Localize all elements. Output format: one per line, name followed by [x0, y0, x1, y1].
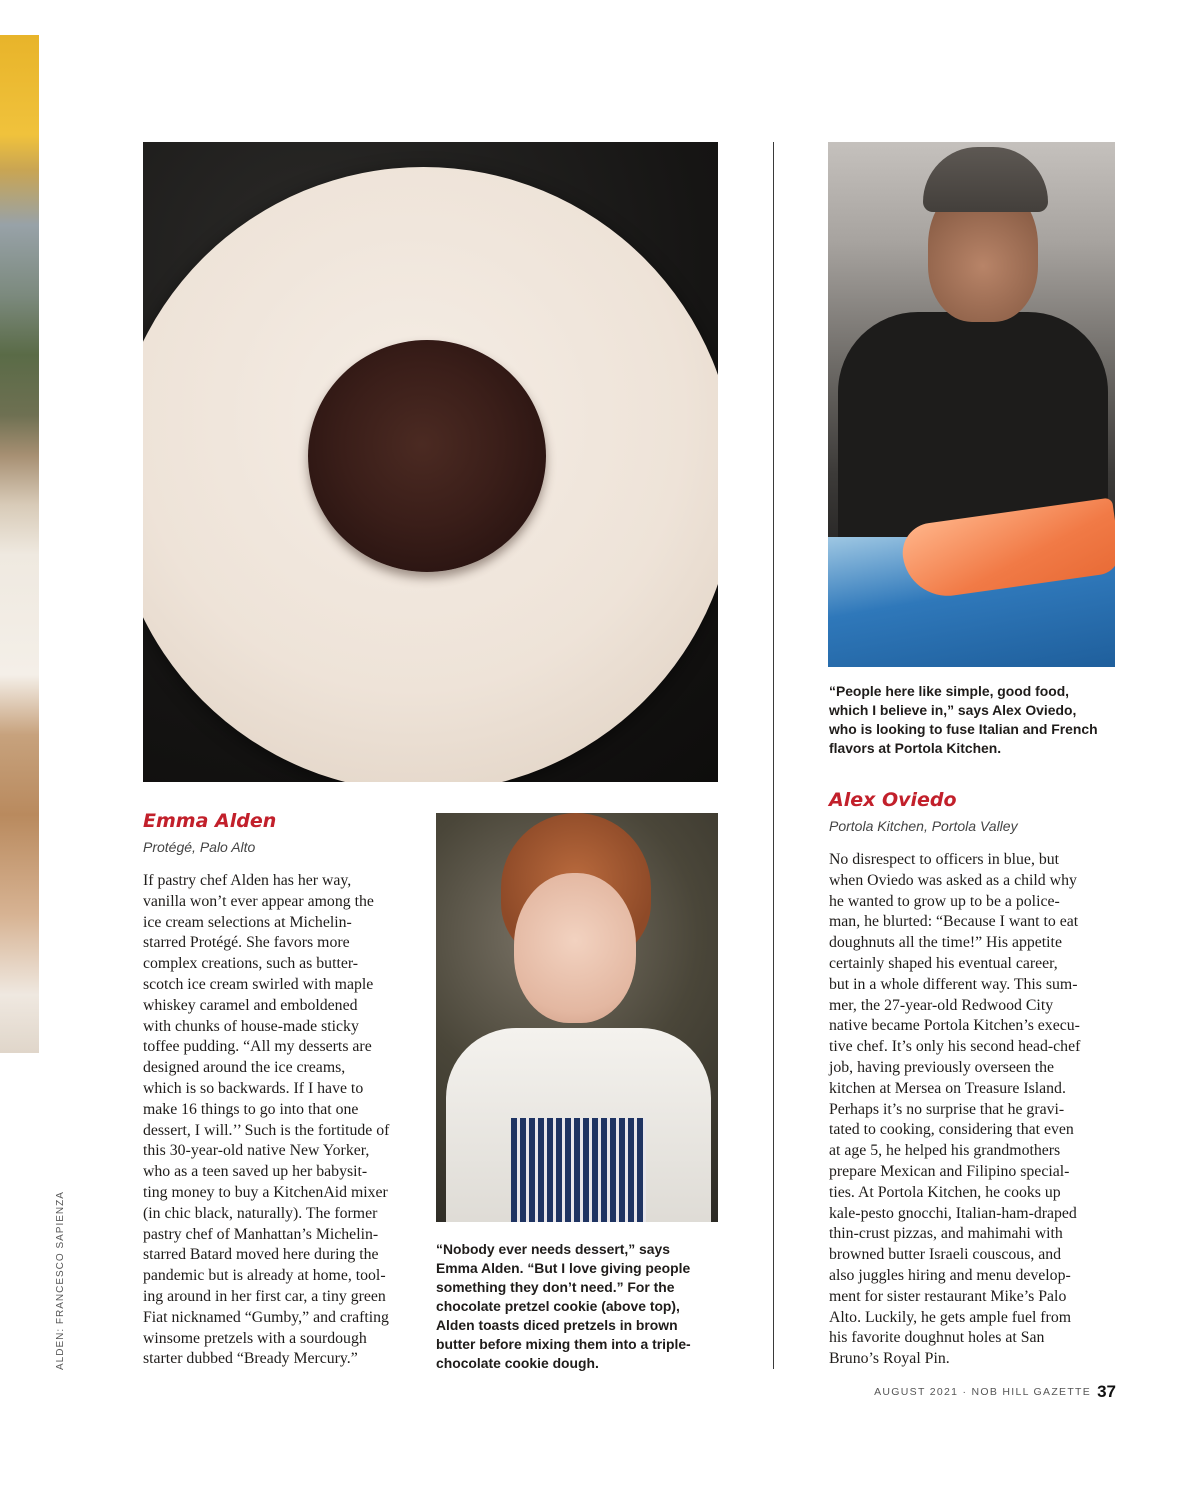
edge-photo: [0, 35, 39, 1053]
photo-credit: ALDEN: FRANCESCO SAPIENZA: [55, 1191, 66, 1370]
body-line: at age 5, he helped his grandmothers: [829, 1142, 1061, 1160]
body-line: ties. At Portola Kitchen, he cooks up: [829, 1183, 1061, 1201]
caption-line: chocolate cookie dough.: [436, 1355, 599, 1371]
body-line: when Oviedo was asked as a child why: [829, 871, 1077, 889]
alex-name: Alex Oviedo: [829, 789, 957, 811]
body-line: thin-crust pizzas, and mahimahi with: [829, 1225, 1063, 1243]
body-line: doughnuts all the time!” His appetite: [829, 934, 1062, 952]
body-line: this 30-year-old native New Yorker,: [143, 1142, 370, 1160]
emma-photo-caption: [436, 1240, 726, 1373]
body-line: dessert, I will.’’ Such is the fortitude of: [143, 1121, 390, 1139]
body-line: with chunks of house-made sticky: [143, 1017, 359, 1035]
body-line: make 16 things to go into that one: [143, 1100, 359, 1118]
chocolate-cookie-image: [308, 340, 546, 572]
body-line: man, he blurted: “Because I want to eat: [829, 913, 1079, 931]
footer-text: AUGUST 2021 · NOB HILL GAZETTE: [874, 1386, 1092, 1398]
body-line: prepare Mexican and Filipino special-: [829, 1162, 1070, 1180]
body-line: his favorite doughnut holes at San: [829, 1329, 1045, 1347]
caption-line: which I believe in,” says Alex Oviedo,: [829, 702, 1077, 718]
body-line: certainly shaped his eventual career,: [829, 954, 1058, 972]
body-line: who as a teen saved up her babysit-: [143, 1163, 368, 1181]
body-line: browned butter Israeli couscous, and: [829, 1246, 1062, 1264]
chef-beanie-image: [923, 147, 1048, 212]
body-line: pandemic but is already at home, tool-: [143, 1267, 386, 1285]
page-footer: [860, 1380, 1116, 1404]
body-line: Bruno’s Royal Pin.: [829, 1350, 950, 1368]
body-line: winsome pretzels with a sourdough: [143, 1329, 367, 1347]
body-line: also juggles hiring and menu develop-: [829, 1266, 1071, 1284]
caption-line: flavors at Portola Kitchen.: [829, 740, 1002, 756]
body-line: toffee pudding. “All my desserts are: [143, 1038, 372, 1056]
body-line: kitchen at Mersea on Treasure Island.: [829, 1079, 1066, 1097]
emma-place: Protégé, Palo Alto: [143, 839, 256, 855]
alex-heading: [829, 789, 1119, 834]
column-divider: [773, 142, 774, 1369]
body-line: job, having previously overseen the: [829, 1058, 1055, 1076]
caption-line: Alden toasts diced pretzels in brown: [436, 1317, 678, 1333]
body-line: ice cream selections at Michelin-: [143, 913, 352, 931]
body-line: he wanted to grow up to be a police-: [829, 892, 1060, 910]
body-line: pastry chef of Manhattan’s Michelin-: [143, 1225, 379, 1243]
body-line: vanilla won’t ever appear among the: [143, 892, 374, 910]
body-line: but in a whole different way. This sum-: [829, 975, 1078, 993]
body-line: Fiat nicknamed “Gumby,” and crafting: [143, 1308, 389, 1326]
body-line: native became Portola Kitchen’s execu-: [829, 1017, 1080, 1035]
alex-place: Portola Kitchen, Portola Valley: [829, 818, 1018, 834]
alex-photo-caption: [829, 682, 1119, 758]
body-line: No disrespect to officers in blue, but: [829, 851, 1060, 868]
body-line: mer, the 27-year-old Redwood City: [829, 996, 1054, 1014]
body-line: starred Protégé. She favors more: [143, 934, 350, 952]
body-line: ing around in her first car, a tiny green: [143, 1287, 386, 1305]
alex-oviedo-photo: [828, 142, 1115, 667]
body-line: If pastry chef Alden has her way,: [143, 872, 352, 889]
body-line: scotch ice cream swirled with maple: [143, 975, 374, 993]
body-line: (in chic black, naturally). The former: [143, 1204, 378, 1222]
emma-heading: [143, 810, 423, 855]
body-line: tive chef. It’s only his second head-chef: [829, 1038, 1081, 1056]
emma-body: [143, 871, 425, 1370]
alex-body: [829, 850, 1119, 1370]
caption-line: butter before mixing them into a triple-: [436, 1336, 691, 1352]
dessert-photo: [143, 142, 718, 782]
caption-line: who is looking to fuse Italian and French: [829, 721, 1098, 737]
body-line: ting money to buy a KitchenAid mixer: [143, 1183, 388, 1201]
page-number: 37: [1097, 1382, 1116, 1401]
body-line: Perhaps it’s no surprise that he gravi-: [829, 1100, 1065, 1118]
caption-line: chocolate pretzel cookie (above top),: [436, 1298, 680, 1314]
body-line: ment for sister restaurant Mike’s Palo: [829, 1287, 1067, 1305]
caption-line: something they don’t need.” For the: [436, 1279, 675, 1295]
body-line: whiskey caramel and emboldened: [143, 996, 358, 1014]
body-line: designed around the ice creams,: [143, 1059, 346, 1077]
caption-line: “People here like simple, good food,: [829, 683, 1070, 699]
striped-apron-image: [511, 1118, 646, 1222]
caption-line: “Nobody ever needs dessert,” says: [436, 1241, 670, 1257]
body-line: complex creations, such as butter-: [143, 955, 359, 973]
body-line: Alto. Luckily, he gets ample fuel from: [829, 1308, 1072, 1326]
emma-name: Emma Alden: [143, 810, 277, 832]
body-line: starred Batard moved here during the: [143, 1246, 379, 1264]
caption-line: Emma Alden. “But I love giving people: [436, 1260, 691, 1276]
body-line: which is so backwards. If I have to: [143, 1079, 364, 1097]
emma-alden-photo: [436, 813, 718, 1222]
body-line: kale-pesto gnocchi, Italian-ham-draped: [829, 1204, 1077, 1222]
body-line: tated to cooking, considering that even: [829, 1121, 1074, 1139]
body-line: starter dubbed “Bready Mercury.”: [143, 1350, 358, 1368]
portrait-face-image: [514, 873, 636, 1023]
